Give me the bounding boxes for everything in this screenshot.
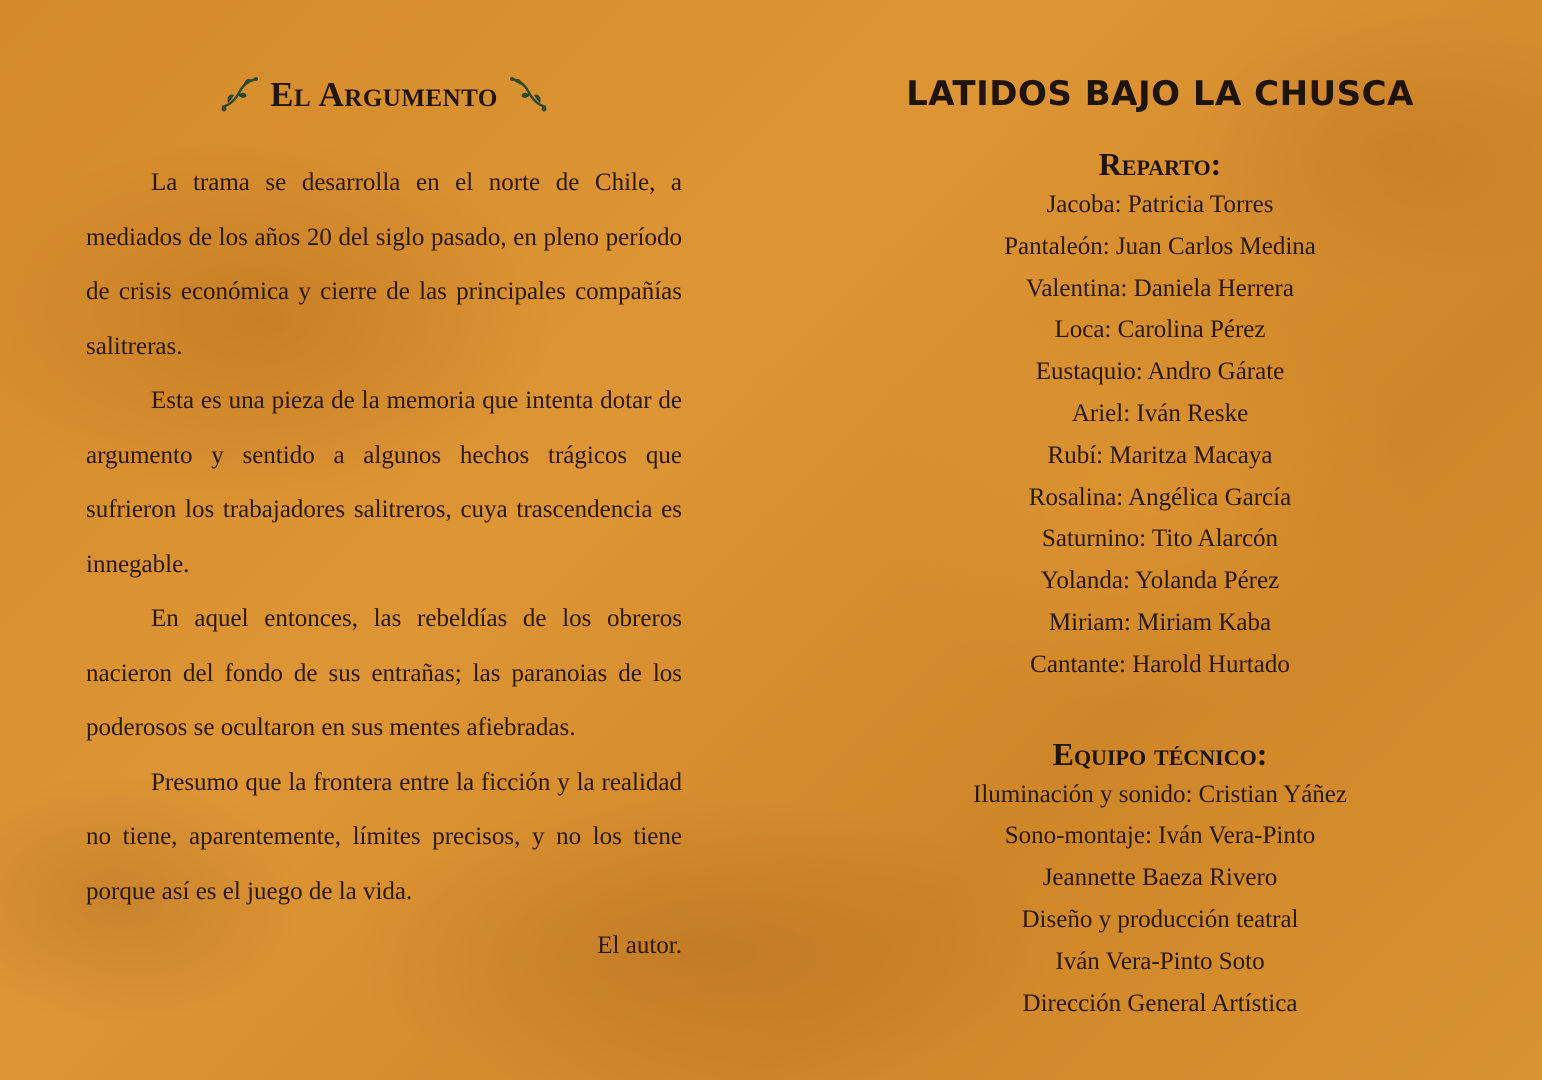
argumento-paragraph-4: Presumo que la frontera entre la ficción y la realidad no tiene, aparentemente, límites precisos, y no los tiene porque así es el juego de la vida. <box>86 768 682 905</box>
reparto-list <box>880 184 1440 686</box>
cast-item: Rubí: Maritza Macaya <box>1047 441 1273 469</box>
crew-item: Dirección General Artística <box>1022 989 1298 1017</box>
cast-item: Loca: Carolina Pérez <box>1054 316 1266 344</box>
crew-item: Sono-montaje: Iván Vera-Pinto <box>1004 822 1316 850</box>
argumento-paragraph-2: Esta es una pieza de la memoria que intenta dotar de argumento y sentido a algunos hechos trágicos que sufrieron los trabajadores salitreros, cuya trascendencia es innegable. <box>86 387 682 578</box>
credits-panel <box>880 66 1440 1024</box>
argumento-title: El Argumento <box>270 75 498 114</box>
equipo-heading: Equipo técnico: <box>1052 735 1268 772</box>
play-title: LATIDOS BAJO LA CHUSCA <box>906 74 1414 114</box>
cast-item: Miriam: Miriam Kaba <box>1048 608 1272 636</box>
cast-item: Saturnino: Tito Alarcón <box>1041 525 1279 553</box>
argumento-panel <box>86 60 682 973</box>
cast-item: Yolanda: Yolanda Pérez <box>1040 567 1280 595</box>
argumento-paragraph-1: La trama se desarrolla en el norte de Chile, a mediados de los años 20 del siglo pasado, en pleno período de crisis económica y cierre de las principales compañías salitreras. <box>86 169 682 360</box>
cast-item: Ariel: Iván Reske <box>1071 399 1249 427</box>
cast-item: Cantante: Harold Hurtado <box>1030 650 1290 678</box>
argumento-paragraph-3: En aquel entonces, las rebeldías de los obreros nacieron del fondo de sus entrañas; las paranoias de los poderosos se ocultaron en sus mentes afiebradas. <box>86 605 682 741</box>
cast-item: Pantaleón: Juan Carlos Medina <box>1004 232 1316 260</box>
cast-item: Rosalina: Angélica García <box>1028 483 1292 511</box>
cast-item: Jacoba: Patricia Torres <box>1046 191 1274 218</box>
cast-item: Eustaquio: Andro Gárate <box>1035 358 1285 386</box>
reparto-heading: Reparto: <box>1098 146 1222 182</box>
floral-ornament-left-icon <box>218 75 260 115</box>
argumento-header <box>86 60 682 130</box>
floral-ornament-right-icon <box>508 75 550 115</box>
crew-item: Iluminación y sonido: Cristian Yáñez <box>973 780 1347 808</box>
crew-item: Jeannette Baeza Rivero <box>1042 864 1278 892</box>
cast-item: Valentina: Daniela Herrera <box>1026 274 1294 302</box>
author-signature: El autor. <box>597 932 682 959</box>
equipo-list <box>880 774 1440 1025</box>
crew-item: Diseño y producción teatral <box>1021 905 1299 933</box>
crew-item: Iván Vera-Pinto Soto <box>1055 947 1265 975</box>
